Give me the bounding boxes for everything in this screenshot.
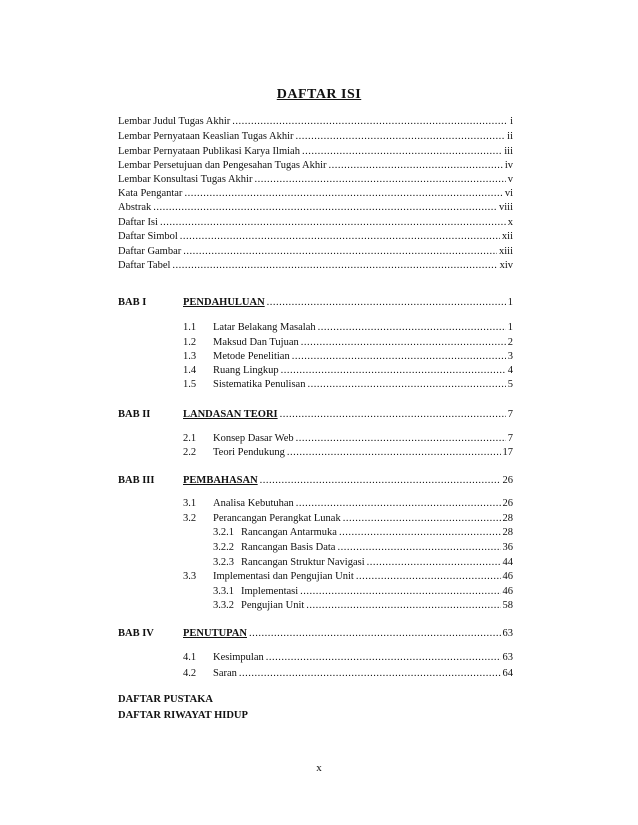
dot-leader [296, 130, 506, 143]
subsection-entry [213, 541, 513, 554]
section-number: 1.4 [183, 365, 197, 376]
section-number: 1.5 [183, 379, 197, 390]
subsection-label: Rancangan Basis Data [241, 542, 336, 553]
section-number: 4.1 [183, 652, 197, 663]
dot-leader [302, 145, 502, 158]
entry-page: v [507, 174, 513, 185]
section-entry [183, 497, 513, 510]
chapter-title: PEMBAHASAN [183, 475, 258, 486]
section-label: Kesimpulan [213, 652, 264, 663]
section-number: 1.2 [183, 337, 197, 348]
section-entry [183, 321, 513, 334]
dot-leader [260, 474, 501, 487]
section-page: 4 [507, 365, 513, 376]
toc-entry [118, 245, 513, 258]
section-page: 63 [502, 652, 513, 663]
dot-leader [339, 526, 501, 539]
chapter-title: LANDASAN TEORI [183, 409, 278, 420]
subsection-number: 3.2.3 [213, 557, 234, 568]
section-entry [183, 432, 513, 445]
subsection-page: 36 [502, 542, 513, 553]
section-page: 1 [507, 322, 513, 333]
subsection-entry [213, 526, 513, 539]
entry-page: x [507, 217, 513, 228]
dot-leader [160, 216, 506, 229]
section-page: 26 [502, 498, 513, 509]
subsection-label: Pengujian Unit [241, 600, 305, 611]
subsection-entry [213, 556, 513, 569]
subsection-page: 58 [502, 600, 513, 611]
section-label: Maksud Dan Tujuan [213, 337, 299, 348]
subsection-number: 3.3.2 [213, 600, 234, 611]
dot-leader [183, 245, 497, 258]
section-entry [183, 364, 513, 377]
dot-leader [367, 556, 501, 569]
subsection-page: 46 [502, 586, 513, 597]
section-page: 46 [502, 571, 513, 582]
toc-entry [118, 159, 513, 172]
chapter-page: 63 [502, 628, 513, 639]
subsection-label: Rancangan Struktur Navigasi [241, 557, 365, 568]
entry-page: i [510, 116, 513, 127]
entry-page: vi [504, 188, 513, 199]
entry-label: Daftar Tabel [118, 260, 171, 271]
entry-label: Abstrak [118, 202, 152, 213]
toc-entry [118, 216, 513, 229]
daftar-pustaka-heading: DAFTAR PUSTAKA [118, 694, 213, 705]
dot-leader [301, 336, 506, 349]
dot-leader [254, 173, 505, 186]
dot-leader [296, 497, 501, 510]
dot-leader [172, 259, 497, 272]
section-number: 2.2 [183, 447, 197, 458]
entry-page: iii [504, 146, 513, 157]
chapter-page: 26 [502, 475, 513, 486]
chapter-heading [183, 408, 513, 421]
chapter-label: BAB IV [118, 628, 154, 639]
entry-label: Lembar Judul Tugas Akhir [118, 116, 231, 127]
dot-leader [329, 159, 503, 172]
dot-leader [318, 321, 506, 334]
chapter-page: 1 [507, 297, 513, 308]
chapter-heading [183, 296, 513, 309]
section-label: Teori Pendukung [213, 447, 285, 458]
entry-label: Daftar Simbol [118, 231, 178, 242]
dot-leader [337, 541, 500, 554]
toc-entry [118, 201, 513, 214]
dot-leader [287, 446, 501, 459]
daftar-riwayat-hidup-heading: DAFTAR RIWAYAT HIDUP [118, 710, 248, 721]
section-number: 1.3 [183, 351, 197, 362]
toc-entry [118, 230, 513, 243]
section-page: 7 [507, 433, 513, 444]
subsection-page: 28 [502, 527, 513, 538]
chapter-title: PENUTUPAN [183, 628, 247, 639]
section-entry [183, 350, 513, 363]
section-number: 1.1 [183, 322, 197, 333]
section-entry [183, 378, 513, 391]
section-page: 3 [507, 351, 513, 362]
section-number: 3.2 [183, 513, 197, 524]
entry-page: viii [498, 202, 513, 213]
entry-page: xiv [499, 260, 513, 271]
section-label: Metode Penelitian [213, 351, 290, 362]
section-page: 28 [502, 513, 513, 524]
chapter-page: 7 [507, 409, 513, 420]
section-number: 2.1 [183, 433, 197, 444]
toc-entry [118, 187, 513, 200]
dot-leader [292, 350, 506, 363]
section-entry [183, 570, 513, 583]
dot-leader [300, 585, 500, 598]
dot-leader [249, 627, 501, 640]
entry-label: Lembar Pernyataan Keaslian Tugas Akhir [118, 131, 294, 142]
entry-page: xii [501, 231, 513, 242]
section-entry [183, 651, 513, 664]
chapter-heading [183, 627, 513, 640]
subsection-page: 44 [502, 557, 513, 568]
dot-leader [280, 408, 506, 421]
subsection-label: Implementasi [241, 586, 299, 597]
entry-label: Kata Pengantar [118, 188, 183, 199]
entry-label: Lembar Konsultasi Tugas Akhir [118, 174, 253, 185]
section-entry [183, 667, 513, 680]
entry-label: Lembar Pernyataan Publikasi Karya Ilmiah [118, 146, 300, 157]
entry-page: iv [504, 160, 513, 171]
entry-label: Daftar Gambar [118, 246, 182, 257]
subsection-number: 3.3.1 [213, 586, 234, 597]
section-entry [183, 336, 513, 349]
page-number: x [316, 762, 322, 774]
section-number: 3.1 [183, 498, 197, 509]
subsection-label: Rancangan Antarmuka [241, 527, 337, 538]
section-number: 4.2 [183, 668, 197, 679]
toc-entry [118, 115, 513, 128]
dot-leader [180, 230, 500, 243]
toc-entry [118, 173, 513, 186]
section-page: 5 [507, 379, 513, 390]
toc-entry [118, 130, 513, 143]
dot-leader [239, 667, 501, 680]
dot-leader [153, 201, 497, 214]
chapter-label: BAB II [118, 409, 151, 420]
toc-entry [118, 145, 513, 158]
dot-leader [343, 512, 501, 525]
entry-page: ii [507, 131, 513, 142]
section-page: 64 [502, 668, 513, 679]
dot-leader [356, 570, 501, 583]
subsection-number: 3.2.2 [213, 542, 234, 553]
subsection-entry [213, 599, 513, 612]
section-entry [183, 446, 513, 459]
dot-leader [184, 187, 502, 200]
entry-page: xiii [498, 246, 513, 257]
chapter-heading [183, 474, 513, 487]
subsection-number: 3.2.1 [213, 527, 234, 538]
entry-label: Lembar Persetujuan dan Pengesahan Tugas Akhir [118, 160, 327, 171]
chapter-label: BAB I [118, 297, 147, 308]
toc-entry [118, 259, 513, 272]
section-page: 2 [507, 337, 513, 348]
entry-label: Daftar Isi [118, 217, 158, 228]
dot-leader [296, 432, 506, 445]
section-label: Saran [213, 668, 237, 679]
dot-leader [281, 364, 506, 377]
section-label: Konsep Dasar Web [213, 433, 294, 444]
dot-leader [266, 651, 501, 664]
dot-leader [267, 296, 506, 309]
chapter-title: PENDAHULUAN [183, 297, 265, 308]
section-label: Ruang Lingkup [213, 365, 279, 376]
section-label: Implementasi dan Pengujian Unit [213, 571, 354, 582]
subsection-entry [213, 585, 513, 598]
section-label: Latar Belakang Masalah [213, 322, 316, 333]
dot-leader [307, 378, 505, 391]
dot-leader [232, 115, 508, 128]
section-label: Analisa Kebutuhan [213, 498, 294, 509]
section-page: 17 [502, 447, 513, 458]
dot-leader [306, 599, 500, 612]
section-entry [183, 512, 513, 525]
section-label: Sistematika Penulisan [213, 379, 306, 390]
page-title: DAFTAR ISI [276, 87, 362, 102]
section-label: Perancangan Perangkat Lunak [213, 513, 341, 524]
section-number: 3.3 [183, 571, 197, 582]
chapter-label: BAB III [118, 475, 155, 486]
